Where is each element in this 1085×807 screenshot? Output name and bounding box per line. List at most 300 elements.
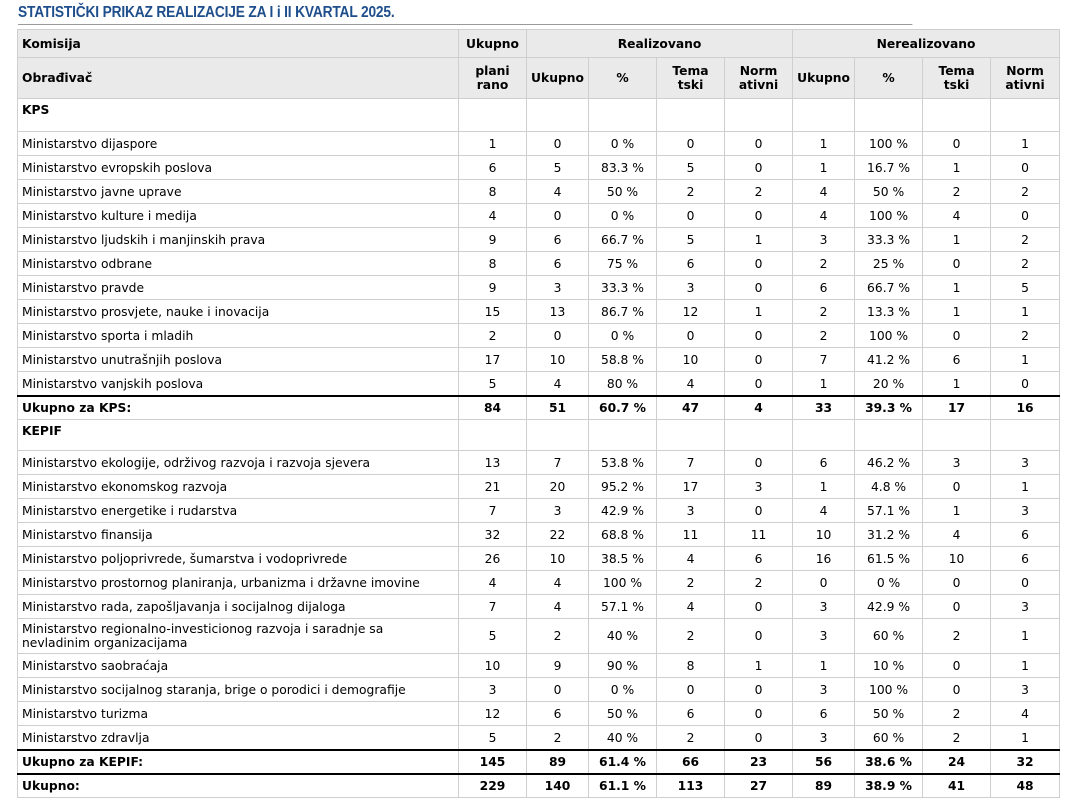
cell-n-pct: 16.7 % [855, 156, 923, 180]
cell-n-norm: 3 [991, 595, 1060, 619]
row-name: Ministarstvo finansija [18, 523, 459, 547]
cell-n-norm: 0 [991, 372, 1060, 397]
cell-plan: 5 [459, 619, 527, 654]
table-row [18, 132, 1060, 156]
cell-plan: 12 [459, 702, 527, 726]
cell-n-norm: 32 [991, 750, 1060, 774]
header-r-tematski: Tema tski [657, 58, 725, 99]
cell-n-norm: 0 [991, 571, 1060, 595]
cell-r-norm: 23 [725, 750, 793, 774]
cell-n-pct: 60 % [855, 726, 923, 751]
cell-r-pct: 50 % [589, 180, 657, 204]
empty-cell [527, 99, 589, 132]
empty-cell [459, 99, 527, 132]
cell-n-pct: 25 % [855, 252, 923, 276]
header-n-tematski: Tema tski [923, 58, 991, 99]
cell-n-norm: 1 [991, 475, 1060, 499]
row-name: Ministarstvo kulture i medija [18, 204, 459, 228]
header-r-normativni: Norm ativni [725, 58, 793, 99]
row-name: Ministarstvo saobraćaja [18, 654, 459, 678]
cell-r-pct: 60.7 % [589, 396, 657, 420]
cell-r-tem: 2 [657, 180, 725, 204]
cell-r-tem: 0 [657, 204, 725, 228]
table-row [18, 475, 1060, 499]
empty-cell [855, 420, 923, 451]
cell-r-pct: 80 % [589, 372, 657, 397]
cell-r-pct: 0 % [589, 678, 657, 702]
cell-r-tem: 12 [657, 300, 725, 324]
cell-r-pct: 58.8 % [589, 348, 657, 372]
cell-plan: 145 [459, 750, 527, 774]
cell-r-uk: 2 [527, 726, 589, 751]
cell-n-norm: 5 [991, 276, 1060, 300]
section-header-kepif [18, 420, 1060, 451]
cell-r-tem: 10 [657, 348, 725, 372]
empty-cell [725, 99, 793, 132]
cell-r-tem: 5 [657, 228, 725, 252]
row-name: Ministarstvo ekologije, održivog razvoja i razvoja sjevera [18, 451, 459, 475]
cell-r-pct: 33.3 % [589, 276, 657, 300]
cell-n-pct: 4.8 % [855, 475, 923, 499]
cell-n-norm: 2 [991, 180, 1060, 204]
row-name: Ukupno za KPS: [18, 396, 459, 420]
table-row [18, 726, 1060, 751]
table-row [18, 547, 1060, 571]
cell-n-tem: 4 [923, 523, 991, 547]
cell-r-uk: 89 [527, 750, 589, 774]
cell-r-tem: 6 [657, 702, 725, 726]
statistics-table [17, 29, 1060, 798]
empty-cell [657, 420, 725, 451]
table-row [18, 523, 1060, 547]
cell-n-tem: 17 [923, 396, 991, 420]
cell-n-tem: 0 [923, 595, 991, 619]
cell-r-tem: 0 [657, 678, 725, 702]
row-name: Ministarstvo pravde [18, 276, 459, 300]
cell-n-uk: 1 [793, 132, 855, 156]
cell-r-uk: 6 [527, 228, 589, 252]
cell-r-uk: 9 [527, 654, 589, 678]
cell-r-tem: 4 [657, 547, 725, 571]
header-n-ukupno: Ukupno [793, 58, 855, 99]
cell-r-pct: 68.8 % [589, 523, 657, 547]
cell-r-uk: 10 [527, 348, 589, 372]
page-title: STATISTIČKI PRIKAZ REALIZACIJE ZA I i II KVARTAL 2025. [18, 2, 912, 25]
cell-n-uk: 1 [793, 372, 855, 397]
cell-r-pct: 50 % [589, 702, 657, 726]
cell-n-norm: 0 [991, 156, 1060, 180]
table-row [18, 156, 1060, 180]
cell-r-tem: 2 [657, 619, 725, 654]
cell-n-uk: 0 [793, 571, 855, 595]
table-row [18, 300, 1060, 324]
cell-r-pct: 53.8 % [589, 451, 657, 475]
cell-r-pct: 42.9 % [589, 499, 657, 523]
cell-n-pct: 38.6 % [855, 750, 923, 774]
cell-n-norm: 1 [991, 348, 1060, 372]
table-row [18, 228, 1060, 252]
total-row-kepif [18, 750, 1060, 774]
row-name: Ministarstvo evropskih poslova [18, 156, 459, 180]
cell-r-norm: 27 [725, 774, 793, 798]
cell-n-tem: 0 [923, 475, 991, 499]
cell-r-norm: 0 [725, 702, 793, 726]
cell-n-tem: 0 [923, 571, 991, 595]
cell-n-uk: 3 [793, 726, 855, 751]
cell-r-norm: 0 [725, 726, 793, 751]
cell-n-uk: 3 [793, 619, 855, 654]
cell-r-uk: 22 [527, 523, 589, 547]
cell-n-tem: 2 [923, 619, 991, 654]
cell-r-norm: 0 [725, 678, 793, 702]
cell-r-tem: 2 [657, 571, 725, 595]
cell-r-tem: 47 [657, 396, 725, 420]
cell-r-pct: 40 % [589, 726, 657, 751]
cell-n-uk: 6 [793, 702, 855, 726]
empty-cell [657, 99, 725, 132]
cell-plan: 84 [459, 396, 527, 420]
row-name: Ministarstvo regionalno-investicionog razvoja i saradnje sa nevladinim organizacijama [18, 619, 459, 654]
cell-r-uk: 5 [527, 156, 589, 180]
cell-r-norm: 0 [725, 132, 793, 156]
cell-n-tem: 1 [923, 499, 991, 523]
cell-r-pct: 40 % [589, 619, 657, 654]
cell-n-pct: 100 % [855, 132, 923, 156]
row-name: Ukupno: [18, 774, 459, 798]
cell-r-tem: 7 [657, 451, 725, 475]
cell-n-uk: 89 [793, 774, 855, 798]
cell-n-norm: 2 [991, 252, 1060, 276]
cell-n-uk: 16 [793, 547, 855, 571]
cell-r-norm: 0 [725, 499, 793, 523]
cell-n-norm: 2 [991, 228, 1060, 252]
cell-n-tem: 1 [923, 300, 991, 324]
table-row [18, 252, 1060, 276]
cell-plan: 9 [459, 228, 527, 252]
cell-n-tem: 1 [923, 156, 991, 180]
cell-n-uk: 3 [793, 595, 855, 619]
row-name: Ministarstvo poljoprivrede, šumarstva i vodoprivrede [18, 547, 459, 571]
header-obradjivac: Obrađivač [18, 58, 459, 99]
table-row [18, 678, 1060, 702]
cell-n-tem: 1 [923, 276, 991, 300]
cell-n-pct: 66.7 % [855, 276, 923, 300]
cell-r-tem: 8 [657, 654, 725, 678]
cell-r-pct: 95.2 % [589, 475, 657, 499]
cell-n-pct: 39.3 % [855, 396, 923, 420]
empty-cell [793, 99, 855, 132]
cell-n-pct: 0 % [855, 571, 923, 595]
empty-cell [725, 420, 793, 451]
row-name: Ministarstvo odbrane [18, 252, 459, 276]
cell-plan: 6 [459, 156, 527, 180]
cell-r-tem: 6 [657, 252, 725, 276]
cell-n-uk: 7 [793, 348, 855, 372]
empty-cell [459, 420, 527, 451]
row-name: Ministarstvo vanjskih poslova [18, 372, 459, 397]
cell-r-tem: 66 [657, 750, 725, 774]
cell-n-pct: 100 % [855, 204, 923, 228]
cell-r-uk: 7 [527, 451, 589, 475]
header-planirano: plani rano [459, 58, 527, 99]
cell-n-uk: 2 [793, 324, 855, 348]
cell-n-norm: 1 [991, 300, 1060, 324]
header-ukupno: Ukupno [459, 30, 527, 58]
cell-r-uk: 13 [527, 300, 589, 324]
cell-r-norm: 0 [725, 204, 793, 228]
cell-n-tem: 10 [923, 547, 991, 571]
cell-r-pct: 86.7 % [589, 300, 657, 324]
cell-r-uk: 0 [527, 132, 589, 156]
cell-n-tem: 0 [923, 678, 991, 702]
cell-r-uk: 2 [527, 619, 589, 654]
cell-n-pct: 10 % [855, 654, 923, 678]
cell-n-norm: 2 [991, 324, 1060, 348]
cell-n-norm: 1 [991, 132, 1060, 156]
cell-n-norm: 4 [991, 702, 1060, 726]
cell-n-uk: 1 [793, 475, 855, 499]
cell-n-norm: 3 [991, 499, 1060, 523]
cell-n-tem: 2 [923, 702, 991, 726]
cell-r-norm: 3 [725, 475, 793, 499]
cell-n-uk: 1 [793, 156, 855, 180]
cell-n-pct: 61.5 % [855, 547, 923, 571]
cell-r-uk: 3 [527, 276, 589, 300]
cell-r-norm: 0 [725, 156, 793, 180]
cell-r-norm: 1 [725, 300, 793, 324]
cell-n-uk: 2 [793, 300, 855, 324]
cell-plan: 26 [459, 547, 527, 571]
cell-r-norm: 4 [725, 396, 793, 420]
row-name: Ministarstvo sporta i mladih [18, 324, 459, 348]
cell-r-tem: 17 [657, 475, 725, 499]
cell-n-pct: 33.3 % [855, 228, 923, 252]
cell-plan: 15 [459, 300, 527, 324]
empty-cell [991, 99, 1060, 132]
row-name: Ukupno za KEPIF: [18, 750, 459, 774]
cell-plan: 9 [459, 276, 527, 300]
grand-total-row [18, 774, 1060, 798]
empty-cell [991, 420, 1060, 451]
cell-plan: 4 [459, 204, 527, 228]
cell-r-pct: 0 % [589, 324, 657, 348]
cell-n-uk: 3 [793, 678, 855, 702]
empty-cell [589, 420, 657, 451]
table-row [18, 324, 1060, 348]
cell-plan: 2 [459, 324, 527, 348]
table-row [18, 180, 1060, 204]
cell-r-uk: 4 [527, 595, 589, 619]
cell-r-norm: 0 [725, 451, 793, 475]
cell-n-uk: 56 [793, 750, 855, 774]
cell-r-norm: 0 [725, 595, 793, 619]
cell-n-pct: 20 % [855, 372, 923, 397]
cell-plan: 8 [459, 180, 527, 204]
header-nerealizovano: Nerealizovano [793, 30, 1060, 58]
table-row [18, 595, 1060, 619]
cell-n-pct: 50 % [855, 180, 923, 204]
cell-n-tem: 4 [923, 204, 991, 228]
cell-plan: 32 [459, 523, 527, 547]
cell-r-uk: 4 [527, 372, 589, 397]
cell-r-uk: 10 [527, 547, 589, 571]
cell-r-norm: 6 [725, 547, 793, 571]
header-row-1 [18, 30, 1060, 58]
cell-r-pct: 66.7 % [589, 228, 657, 252]
cell-n-norm: 0 [991, 204, 1060, 228]
cell-n-tem: 0 [923, 324, 991, 348]
cell-r-pct: 100 % [589, 571, 657, 595]
cell-r-norm: 1 [725, 228, 793, 252]
cell-r-uk: 20 [527, 475, 589, 499]
cell-n-pct: 13.3 % [855, 300, 923, 324]
cell-r-norm: 0 [725, 619, 793, 654]
cell-r-norm: 1 [725, 654, 793, 678]
row-name: Ministarstvo socijalnog staranja, brige o porodici i demografije [18, 678, 459, 702]
cell-r-tem: 5 [657, 156, 725, 180]
table-row [18, 571, 1060, 595]
cell-r-uk: 0 [527, 204, 589, 228]
cell-r-tem: 11 [657, 523, 725, 547]
empty-cell [793, 420, 855, 451]
cell-n-pct: 57.1 % [855, 499, 923, 523]
header-realizovano: Realizovano [527, 30, 793, 58]
cell-r-norm: 2 [725, 180, 793, 204]
header-r-ukupno: Ukupno [527, 58, 589, 99]
row-name: Ministarstvo rada, zapošljavanja i socijalnog dijaloga [18, 595, 459, 619]
cell-n-pct: 41.2 % [855, 348, 923, 372]
cell-r-uk: 6 [527, 702, 589, 726]
cell-r-norm: 0 [725, 372, 793, 397]
row-name: Ministarstvo ljudskih i manjinskih prava [18, 228, 459, 252]
cell-r-uk: 3 [527, 499, 589, 523]
cell-plan: 7 [459, 499, 527, 523]
cell-r-uk: 140 [527, 774, 589, 798]
cell-n-uk: 33 [793, 396, 855, 420]
header-n-pct: % [855, 58, 923, 99]
cell-n-norm: 1 [991, 726, 1060, 751]
cell-n-norm: 48 [991, 774, 1060, 798]
cell-n-tem: 1 [923, 372, 991, 397]
cell-n-uk: 3 [793, 228, 855, 252]
cell-n-pct: 38.9 % [855, 774, 923, 798]
cell-n-norm: 1 [991, 654, 1060, 678]
cell-n-tem: 0 [923, 252, 991, 276]
cell-r-uk: 6 [527, 252, 589, 276]
cell-n-tem: 41 [923, 774, 991, 798]
cell-n-uk: 6 [793, 451, 855, 475]
cell-r-tem: 4 [657, 372, 725, 397]
cell-n-tem: 3 [923, 451, 991, 475]
cell-r-tem: 113 [657, 774, 725, 798]
cell-n-tem: 2 [923, 726, 991, 751]
row-name: Ministarstvo turizma [18, 702, 459, 726]
cell-n-norm: 3 [991, 678, 1060, 702]
row-name: Ministarstvo prostornog planiranja, urbanizma i državne imovine [18, 571, 459, 595]
cell-r-pct: 61.4 % [589, 750, 657, 774]
cell-n-pct: 100 % [855, 324, 923, 348]
cell-r-uk: 0 [527, 678, 589, 702]
cell-n-tem: 0 [923, 132, 991, 156]
cell-plan: 17 [459, 348, 527, 372]
cell-r-tem: 3 [657, 276, 725, 300]
table-row [18, 654, 1060, 678]
cell-plan: 10 [459, 654, 527, 678]
total-row-kps [18, 396, 1060, 420]
cell-r-pct: 0 % [589, 204, 657, 228]
cell-r-pct: 83.3 % [589, 156, 657, 180]
cell-n-pct: 42.9 % [855, 595, 923, 619]
header-r-pct: % [589, 58, 657, 99]
table-row [18, 372, 1060, 397]
section-label: KEPIF [18, 420, 459, 451]
row-name: Ministarstvo prosvjete, nauke i inovacija [18, 300, 459, 324]
cell-n-norm: 1 [991, 619, 1060, 654]
empty-cell [589, 99, 657, 132]
cell-r-tem: 0 [657, 324, 725, 348]
cell-r-uk: 4 [527, 180, 589, 204]
cell-n-pct: 46.2 % [855, 451, 923, 475]
cell-r-tem: 4 [657, 595, 725, 619]
cell-r-tem: 3 [657, 499, 725, 523]
table-row [18, 276, 1060, 300]
cell-plan: 229 [459, 774, 527, 798]
cell-n-pct: 31.2 % [855, 523, 923, 547]
row-name: Ministarstvo ekonomskog razvoja [18, 475, 459, 499]
cell-n-uk: 6 [793, 276, 855, 300]
cell-n-pct: 60 % [855, 619, 923, 654]
row-name: Ministarstvo dijaspore [18, 132, 459, 156]
cell-r-norm: 0 [725, 276, 793, 300]
header-komisija: Komisija [18, 30, 459, 58]
empty-cell [527, 420, 589, 451]
cell-r-pct: 57.1 % [589, 595, 657, 619]
cell-n-uk: 10 [793, 523, 855, 547]
empty-cell [923, 420, 991, 451]
cell-r-norm: 0 [725, 324, 793, 348]
cell-n-tem: 2 [923, 180, 991, 204]
cell-plan: 7 [459, 595, 527, 619]
cell-plan: 5 [459, 726, 527, 751]
cell-n-pct: 100 % [855, 678, 923, 702]
header-row-2 [18, 58, 1060, 99]
cell-n-uk: 2 [793, 252, 855, 276]
cell-plan: 1 [459, 132, 527, 156]
cell-plan: 21 [459, 475, 527, 499]
cell-n-uk: 4 [793, 499, 855, 523]
empty-cell [923, 99, 991, 132]
table-row [18, 204, 1060, 228]
cell-n-norm: 16 [991, 396, 1060, 420]
cell-plan: 8 [459, 252, 527, 276]
cell-r-norm: 0 [725, 348, 793, 372]
cell-n-norm: 6 [991, 523, 1060, 547]
cell-r-norm: 0 [725, 252, 793, 276]
cell-r-pct: 90 % [589, 654, 657, 678]
cell-n-tem: 1 [923, 228, 991, 252]
row-name: Ministarstvo zdravlja [18, 726, 459, 751]
cell-n-norm: 3 [991, 451, 1060, 475]
cell-r-pct: 75 % [589, 252, 657, 276]
cell-r-norm: 2 [725, 571, 793, 595]
table-row [18, 702, 1060, 726]
cell-r-uk: 4 [527, 571, 589, 595]
cell-n-tem: 6 [923, 348, 991, 372]
section-header-kps [18, 99, 1060, 132]
row-name: Ministarstvo energetike i rudarstva [18, 499, 459, 523]
cell-n-pct: 50 % [855, 702, 923, 726]
cell-r-tem: 2 [657, 726, 725, 751]
